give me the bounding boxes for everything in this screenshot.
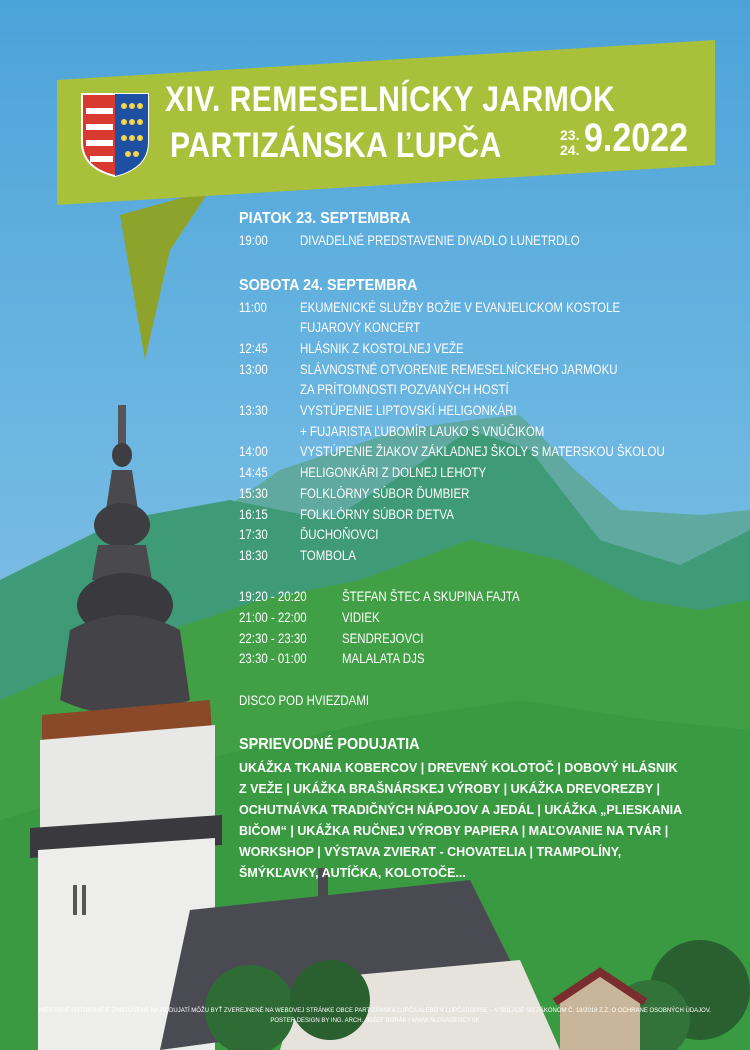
schedule-row <box>239 548 729 568</box>
schedule-row <box>239 362 729 382</box>
schedule-text: FOLKLÓRNY SÚBOR ĎUMBIER <box>300 486 470 501</box>
schedule-row <box>239 320 729 340</box>
schedule-time: 19:00 <box>239 233 268 248</box>
schedule-text: HELIGONKÁRI Z DOLNEJ LEHOTY <box>300 465 487 480</box>
schedule-time: 22:30 - 23:30 <box>239 631 307 646</box>
evening-row <box>239 610 729 630</box>
title-line-2: PARTIZÁNSKA ĽUPČA <box>170 126 502 165</box>
schedule-text: MALALATA DJS <box>342 651 425 666</box>
schedule-text: SLÁVNOSTNÉ OTVORENIE REMESELNÍCKEHO JARMOKU <box>300 362 618 377</box>
schedule-time: 14:45 <box>239 465 268 480</box>
schedule-text: FOLKLÓRNY SÚBOR DETVA <box>300 507 454 522</box>
schedule-text: ZA PRÍTOMNOSTI POZVANÝCH HOSTÍ <box>300 382 509 397</box>
evening-row <box>239 651 729 671</box>
side-events-heading: SPRIEVODNÉ PODUJATIA <box>239 736 420 753</box>
schedule-row <box>239 403 729 423</box>
title-line-1: XIV. REMESELNÍCKY JARMOK <box>165 80 616 119</box>
schedule-text: SENDREJOVCI <box>342 631 424 646</box>
schedule-row <box>239 382 729 402</box>
schedule-time: 15:30 <box>239 486 268 501</box>
coat-of-arms-icon <box>80 92 150 178</box>
schedule-row <box>239 300 729 320</box>
schedule-time: 17:30 <box>239 527 268 542</box>
schedule-row <box>239 465 729 485</box>
schedule-row <box>239 527 729 547</box>
schedule-text: FUJAROVÝ KONCERT <box>300 320 421 335</box>
footer-disclaimer: NIEKTORÉ FOTOGRAFIE ZHOTOVENÉ NA PODUJATÍ MÔŽU BYŤ ZVEREJNENÉ NA WEBOVEJ STRÁNKE OBCE PARTIZÁNSKA ĽUPČA ALEBO V ĽUPČASOPISE – V SÚLADE SO ZÁKONOM Č. 18/2018 Z.Z. O OCHRANE OSOBNÝCH ÚDAJOV. <box>39 1008 711 1014</box>
schedule-time: 23:30 - 01:00 <box>239 651 307 666</box>
evening-row <box>239 589 729 609</box>
schedule-row <box>239 424 729 444</box>
schedule-text: ŠTEFAN ŠTEC A SKUPINA FAJTA <box>342 589 520 604</box>
schedule-time: 12:45 <box>239 341 268 356</box>
date-day-top: 23. <box>560 127 580 143</box>
banner-tail <box>120 190 210 360</box>
schedule-text: + FUJARISTA ĽUBOMÍR LAUKO S VNÚČIKOM <box>300 424 545 439</box>
side-events-text: UKÁŽKA TKANIA KOBERCOV | DREVENÝ KOLOTOČ | DOBOVÝ HLÁSNIK Z VEŽE | UKÁŽKA BRAŠNÁRSKEJ VÝROBY | UKÁŽKA DREVOREZBY | OCHUTNÁVKA TRADIČNÝCH NÁPOJOV A JEDÁL | UKÁŽKA „PLIESKANIA BIČOM“ | UKÁŽKA RUČNEJ VÝROBY PAPIERA | MAĽOVANIE NA TVÁR | WORKSHOP | VÝSTAVA ZVIERAT - CHOVATELIA | TRAMPOLÍNY, ŠMÝKĽAVKY, AUTÍČKA, KOLOTOČE... <box>239 761 682 880</box>
schedule-time: 18:30 <box>239 548 268 563</box>
schedule-time: 16:15 <box>239 507 268 522</box>
schedule-time: 13:00 <box>239 362 268 377</box>
schedule-text: VIDIEK <box>342 610 380 625</box>
schedule-text: DIVADELNÉ PREDSTAVENIE DIVADLO LUNETRDLO <box>300 233 580 248</box>
schedule-time: 21:00 - 22:00 <box>239 610 307 625</box>
schedule-time: 13:30 <box>239 403 268 418</box>
schedule-row <box>239 507 729 527</box>
date-month-year: 9.2022 <box>584 116 688 160</box>
schedule-time: 11:00 <box>239 300 267 315</box>
evening-row <box>239 631 729 651</box>
date-day-bottom: 24. <box>560 142 580 158</box>
schedule-row <box>239 341 729 361</box>
saturday-heading: SOBOTA 24. SEPTEMBRA <box>239 277 418 294</box>
schedule-time: 19:20 - 20:20 <box>239 589 307 604</box>
schedule-text: VYSTÚPENIE LIPTOVSKÍ HELIGONKÁRI <box>300 403 517 418</box>
schedule-row <box>239 233 729 253</box>
schedule-text: EKUMENICKÉ SLUŽBY BOŽIE V EVANJELICKOM KOSTOLE <box>300 300 621 315</box>
schedule-time: 14:00 <box>239 444 268 459</box>
schedule-text: HLÁSNIK Z KOSTOLNEJ VEŽE <box>300 341 464 356</box>
friday-heading: PIATOK 23. SEPTEMBRA <box>239 210 411 227</box>
footer-credit: POSTER DESIGN BY ING. ARCH. JOZEF BORÁK | WWW.SLOVAGENCY.SK <box>270 1018 480 1024</box>
schedule-text: ĎUCHOŇOVCI <box>300 527 379 542</box>
schedule-row <box>239 444 729 464</box>
schedule-text: VYSTÚPENIE ŽIAKOV ZÁKLADNEJ ŠKOLY S MATERSKOU ŠKOLOU <box>300 444 665 459</box>
disco-row <box>239 693 729 713</box>
schedule-text: TOMBOLA <box>300 548 356 563</box>
schedule-row <box>239 486 729 506</box>
disco-text: DISCO POD HVIEZDAMI <box>239 693 370 708</box>
